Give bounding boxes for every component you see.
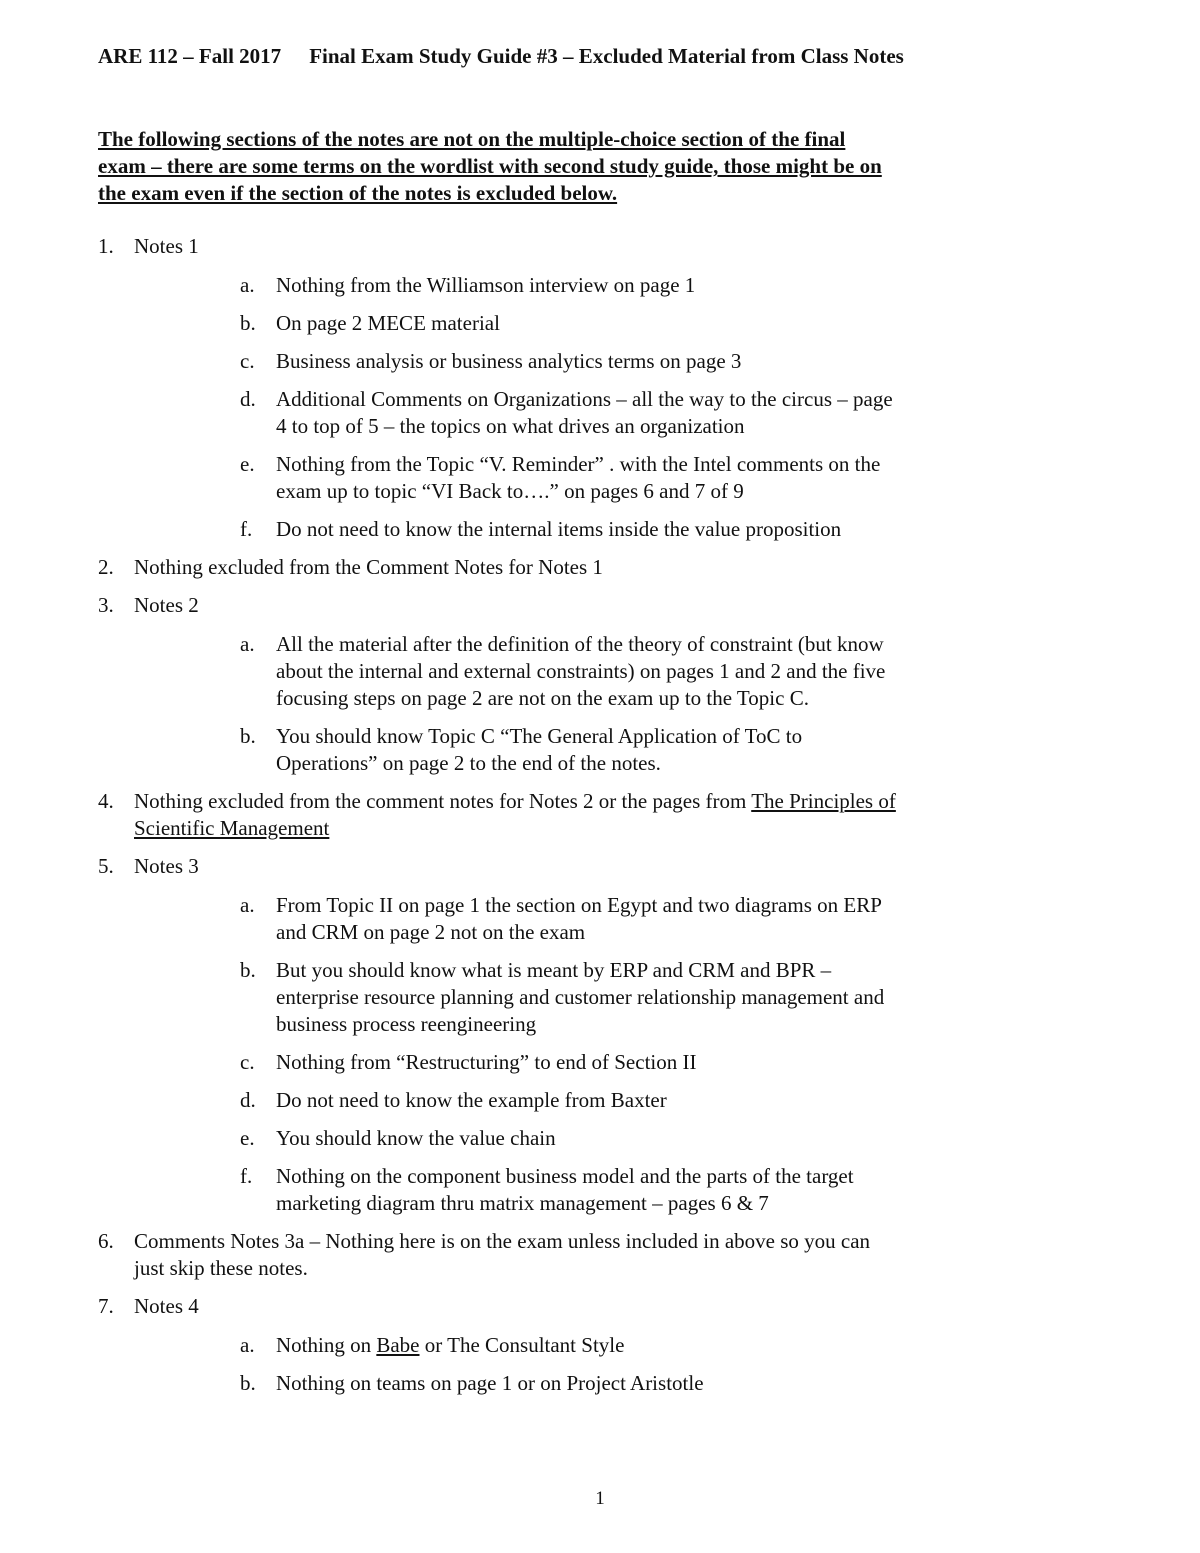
sub-list-text: Do not need to know the internal items inside the value proposition <box>276 517 842 541</box>
sub-list-letter: c. <box>240 349 255 373</box>
list-item-text: Notes 2 <box>134 593 199 617</box>
sub-list-text: You should know the value chain <box>276 1126 556 1150</box>
sub-list-text: Nothing from the Williamson interview on page 1 <box>276 273 696 297</box>
sub-list-text: or The Consultant Style <box>419 1333 625 1357</box>
sub-list-item <box>134 310 898 337</box>
sub-list-item <box>134 1125 898 1152</box>
sub-list-letter: c. <box>240 1050 255 1074</box>
list-item <box>98 1293 898 1397</box>
list-number: 7. <box>98 1294 114 1318</box>
sub-list-text: Nothing from the Topic “V. Reminder” . with the Intel comments on the exam up to topic “VI Back to….” on pages 6 and 7 of 9 <box>276 452 881 503</box>
sub-list-text: You should know Topic C “The General Application of ToC to Operations” on page 2 to the end of the notes. <box>276 724 803 775</box>
list-item <box>98 233 898 543</box>
sub-list-item <box>134 272 898 299</box>
sub-list-letter: f. <box>240 1164 253 1188</box>
list-number: 1. <box>98 234 114 258</box>
sub-list-letter: a. <box>240 893 255 917</box>
book-title-reference: Babe <box>376 1333 420 1357</box>
list-item-text: Nothing excluded from the Comment Notes for Notes 1 <box>134 555 603 579</box>
sub-list-item <box>134 631 898 712</box>
list-number: 2. <box>98 555 114 579</box>
page-number: 1 <box>595 1488 605 1509</box>
sub-list <box>134 631 898 777</box>
sub-list <box>134 892 898 1217</box>
list-item-text: Notes 1 <box>134 234 199 258</box>
sub-list-item <box>134 1163 898 1217</box>
sub-list-letter: b. <box>240 724 256 748</box>
sub-list-item <box>134 1049 898 1076</box>
list-item <box>98 592 898 777</box>
sub-list-letter: b. <box>240 311 256 335</box>
outline-list <box>98 233 898 1408</box>
sub-list-item <box>134 1332 898 1359</box>
sub-list-letter: d. <box>240 387 256 411</box>
page-header <box>98 44 904 69</box>
sub-list-letter: a. <box>240 632 255 656</box>
sub-list-letter: b. <box>240 1371 256 1395</box>
sub-list-item <box>134 957 898 1038</box>
sub-list-letter: a. <box>240 1333 255 1357</box>
sub-list <box>134 272 898 543</box>
list-number: 6. <box>98 1229 114 1253</box>
sub-list <box>134 1332 898 1397</box>
sub-list-letter: e. <box>240 452 255 476</box>
sub-list-item <box>134 348 898 375</box>
sub-list-item <box>134 516 898 543</box>
sub-list-item <box>134 451 898 505</box>
list-item <box>98 1228 898 1282</box>
list-number: 3. <box>98 593 114 617</box>
sub-list-letter: a. <box>240 273 255 297</box>
list-item-text: Comments Notes 3a – Nothing here is on the exam unless included in above so you can just skip these notes. <box>134 1229 871 1280</box>
list-item-text: Notes 4 <box>134 1294 199 1318</box>
sub-list-text: Nothing from “Restructuring” to end of Section II <box>276 1050 697 1074</box>
sub-list-item <box>134 1370 898 1397</box>
sub-list-item <box>134 892 898 946</box>
sub-list-item <box>134 1087 898 1114</box>
list-number: 4. <box>98 789 114 813</box>
list-item-text: Notes 3 <box>134 854 199 878</box>
list-number: 5. <box>98 854 114 878</box>
list-item-text: Nothing excluded from the comment notes for Notes 2 or the pages from <box>134 789 752 813</box>
sub-list-text: From Topic II on page 1 the section on Egypt and two diagrams on ERP and CRM on page 2 not on the exam <box>276 893 882 944</box>
sub-list-text: All the material after the definition of the theory of constraint (but know about the internal and external constraints) on pages 1 and 2 and the five focusing steps on page 2 are not on the exam up to the Topic C. <box>276 632 886 710</box>
sub-list-letter: f. <box>240 517 253 541</box>
sub-list-text: On page 2 MECE material <box>276 311 500 335</box>
intro-paragraph: The following sections of the notes are not on the multiple-choice section of the final exam – there are some terms on the wordlist with second study guide, those might be on the exam even if the section of the notes is excluded below. <box>98 127 882 205</box>
sub-list-item <box>134 723 898 777</box>
sub-list-letter: b. <box>240 958 256 982</box>
document-title: Final Exam Study Guide #3 – Excluded Material from Class Notes <box>309 44 904 68</box>
sub-list-text: Additional Comments on Organizations – all the way to the circus – page 4 to top of 5 – the topics on what drives an organization <box>276 387 893 438</box>
sub-list-text: Nothing on the component business model and the parts of the target marketing diagram thru matrix management – pages 6 & 7 <box>276 1164 854 1215</box>
list-item <box>98 554 898 581</box>
course-title: ARE 112 – Fall 2017 <box>98 44 282 68</box>
list-item <box>98 853 898 1217</box>
sub-list-letter: e. <box>240 1126 255 1150</box>
sub-list-letter: d. <box>240 1088 256 1112</box>
sub-list-text: Business analysis or business analytics terms on page 3 <box>276 349 742 373</box>
sub-list-text: But you should know what is meant by ERP and CRM and BPR – enterprise resource planning and customer relationship management and business process reengineering <box>276 958 885 1036</box>
book-title-reference: The Principles of Scientific Management <box>134 789 896 840</box>
sub-list-item <box>134 386 898 440</box>
sub-list-text: Do not need to know the example from Baxter <box>276 1088 667 1112</box>
sub-list-text: Nothing on <box>276 1333 377 1357</box>
list-item <box>98 788 898 842</box>
sub-list-text: Nothing on teams on page 1 or on Project Aristotle <box>276 1371 704 1395</box>
